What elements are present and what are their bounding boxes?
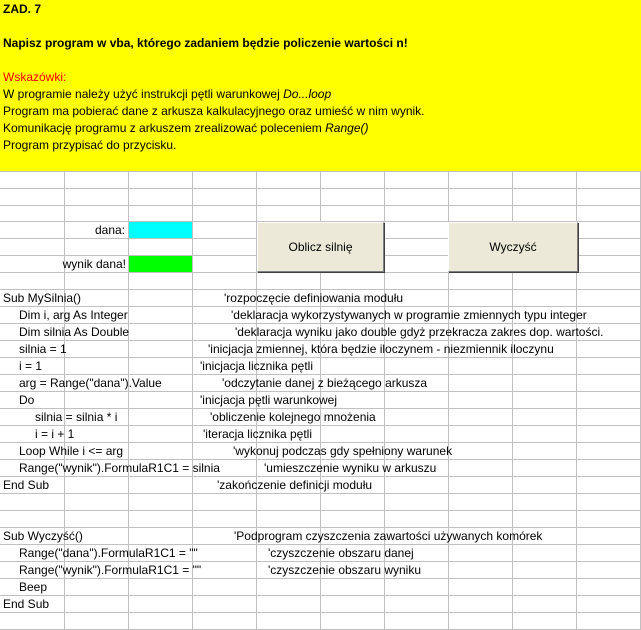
code-line: silnia = 1 (19, 342, 67, 356)
hint-4: Program przypisać do przycisku. (3, 138, 177, 152)
code-line: Loop While i <= arg (19, 444, 124, 458)
code-line: arg = Range("dana").Value (19, 376, 162, 390)
code-comment: 'Podprogram czyszczenia zawartości używanych komórek (234, 529, 543, 543)
hint-1 (3, 87, 331, 102)
hints-label: Wskazówki: (3, 70, 67, 84)
task-description: Napisz program w vba, którego zadaniem będzie policzenie wartości n! (3, 36, 408, 50)
code-comment: 'deklaracja wyniku jako double gdyż przekracza zakres dop. wartości. (235, 325, 604, 339)
code-line: Sub Wyczyść() (3, 529, 83, 543)
code-line: End Sub (3, 478, 50, 492)
hint-3-text: Komunikację programu z arkuszem zrealizować poleceniem (3, 121, 326, 135)
code-line: Range("wynik").FormulaR1C1 = silnia (19, 461, 220, 475)
code-line: Dim i, arg As Integer (19, 308, 128, 322)
code-comment: 'czyszczenie obszaru wyniku (268, 563, 422, 577)
task-title: ZAD. 7 (3, 2, 42, 16)
spacer-cell (129, 239, 192, 255)
code-comment: 'zakończenie definicji modułu (217, 478, 373, 492)
code-comment: 'rozpoczęcie definiowania modułu (224, 291, 404, 305)
hint-1-text: W programie należy użyć instrukcji pętli warunkowej (3, 87, 284, 101)
code-comment: 'odczytanie danej z bieżącego arkusza (222, 376, 428, 390)
hint-3-keyword: Range() (325, 121, 369, 135)
code-line: Range("wynik").FormulaR1C1 = "" (19, 563, 202, 577)
code-comment: 'umieszczenie wyniku w arkuszu (264, 461, 437, 475)
code-comment: 'deklaracja wykorzystywanych w programie zmiennych typu integer (231, 308, 587, 322)
compute-factorial-button[interactable]: Oblicz silnię (257, 222, 384, 272)
code-comment: 'obliczenie kolejnego mnożenia (210, 410, 376, 424)
code-line: i = 1 (19, 359, 43, 373)
input-label: dana: (94, 223, 125, 237)
code-line: Sub MySilnia() (3, 291, 82, 305)
instruction-banner (0, 0, 641, 171)
hint-2: Program ma pobierać dane z arkusza kalkulacyjnego oraz umieść w nim wynik. (3, 104, 425, 118)
code-comment: 'wykonuj podczas gdy spełniony warunek (233, 444, 453, 458)
code-line: Beep (19, 580, 48, 594)
code-line: Range("dana").FormulaR1C1 = "" (19, 546, 198, 560)
code-line: Do (19, 393, 35, 407)
code-line: End Sub (3, 597, 50, 611)
input-cell-dana[interactable] (129, 222, 192, 238)
hint-3 (3, 121, 369, 136)
clear-button[interactable]: Wyczyść (448, 222, 578, 272)
code-comment: 'inicjacja licznika pętli (200, 359, 314, 373)
output-cell-wynik[interactable] (129, 256, 192, 272)
code-line: Dim silnia As Double (19, 325, 130, 339)
code-line: silnia = silnia * i (35, 410, 118, 424)
code-line: i = i + 1 (35, 427, 75, 441)
code-comment: 'czyszczenie obszaru danej (268, 546, 414, 560)
code-comment: 'inicjacja pętli warunkowej (200, 393, 338, 407)
hint-1-keyword: Do...loop (283, 87, 332, 101)
output-label: wynik dana! (62, 257, 126, 271)
code-comment: 'inicjacja zmiennej, która będzie iloczynem - niezmiennik iloczynu (208, 342, 554, 356)
code-comment: 'iteracja licznika pętli (203, 427, 313, 441)
